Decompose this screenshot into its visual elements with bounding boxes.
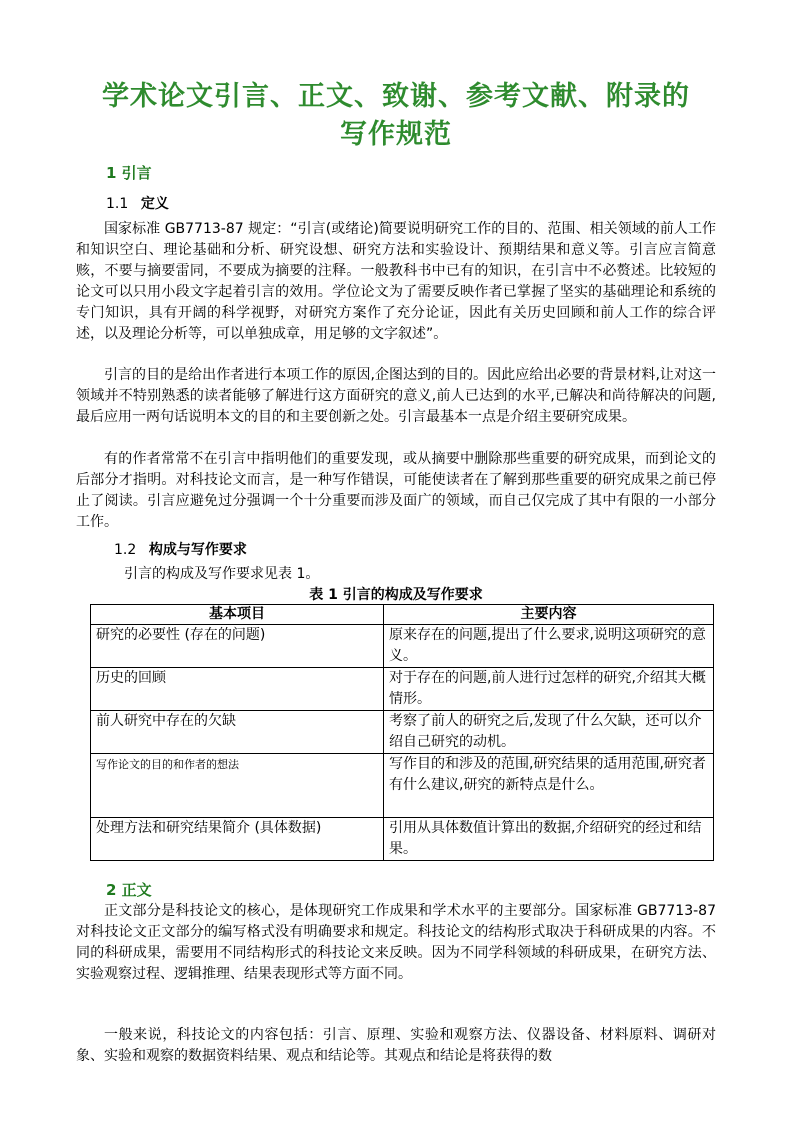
subsection-1-1-number: 1.1	[106, 196, 129, 212]
table-cell: 对于存在的问题,前人进行过怎样的研究,介绍其大概情形。	[384, 668, 714, 711]
section-2-heading: 2 正文	[106, 881, 152, 899]
section-1-heading: 1 引言	[106, 164, 152, 182]
table-cell: 写作目的和涉及的范围,研究结果的适用范围,研究者有什么建议,研究的新特点是什么。	[384, 754, 714, 818]
table-row	[91, 818, 714, 861]
section-1-paragraph-2: 引言的目的是给出作者进行本项工作的原因,企图达到的目的。因此应给出必要的背景材料,让对这一领域并不特别熟悉的读者能够了解进行这方面研究的意义,前人已达到的水平,已解决和尚待解决的问题,最后应用一两句话说明本文的目的和主要创新之处。引言最基本一点是介绍主要研究成果。	[76, 367, 716, 425]
section-2-paragraph-2: 一般来说，科技论文的内容包括：引言、原理、实验和观察方法、仪器设备、材料原料、调研对象、实验和观察的数据资料结果、观点和结论等。其观点和结论是将获得的数	[76, 1027, 716, 1064]
table-caption: 表 1 引言的构成及写作要求	[309, 587, 483, 603]
section-1-paragraph-3: 有的作者常常不在引言中指明他们的重要发现，或从摘要中删除那些重要的研究成果，而到论文的后部分才指明。对科技论文而言，是一种写作错误，可能使读者在了解到那些重要的研究成果之前已停止了阅读。引言应避免过分强调一个十分重要而涉及面广的领域，而自己仅完成了其中有限的一小部分工作。	[76, 451, 716, 530]
section-1-paragraph-1: 国家标准 GB7713-87 规定：“引言(或绪论)简要说明研究工作的目的、范围、相关领域的前人工作和知识空白、理论基础和分析、研究设想、研究方法和实验设计、预期结果和意义等。引言应言简意赅，不要与摘要雷同，不要成为摘要的注释。一般教科书中已有的知识，在引言中不必赘述。比较短的论文可以只用小段文字起着引言的效用。学位论文为了需要反映作者已掌握了坚实的基础理论和系统的专门知识，具有开阔的科学视野，对研究方案作了充分论证，因此有关历史回顾和前人工作的综合评述，以及理论分析等，可以单独成章，用足够的文字叙述”。	[76, 221, 716, 342]
table-header-cell: 基本项目	[91, 605, 384, 625]
table-cell: 研究的必要性 (存在的问题)	[91, 625, 384, 668]
table-cell: 考察了前人的研究之后,发现了什么欠缺，还可以介绍自己研究的动机。	[384, 711, 714, 754]
table-row	[91, 625, 714, 668]
subsection-1-2-heading	[114, 539, 247, 559]
table-row	[91, 711, 714, 754]
table-cell: 引用从具体数值计算出的数据,介绍研究的经过和结果。	[384, 818, 714, 861]
table-cell: 写作论文的目的和作者的想法	[91, 754, 384, 818]
subsection-1-1-title: 定义	[140, 196, 169, 212]
title-line-2: 写作规范	[340, 119, 452, 150]
table-row	[91, 754, 714, 818]
table-header-row	[91, 605, 714, 625]
table-header-cell: 主要内容	[384, 605, 714, 625]
table-reference-text: 引言的构成及写作要求见表 1。	[124, 566, 320, 582]
subsection-1-1-heading	[106, 193, 169, 213]
subsection-1-2-title: 构成与写作要求	[148, 542, 247, 558]
table-cell: 前人研究中存在的欠缺	[91, 711, 384, 754]
table-cell: 处理方法和研究结果简介 (具体数据)	[91, 818, 384, 861]
title-line-1: 学术论文引言、正文、致谢、参考文献、附录的	[102, 81, 690, 112]
table-row	[91, 668, 714, 711]
subsection-1-2-number: 1.2	[114, 542, 137, 558]
table-cell: 原来存在的问题,提出了什么要求,说明这项研究的意义。	[384, 625, 714, 668]
intro-structure-table	[90, 604, 714, 861]
table-cell: 历史的回顾	[91, 668, 384, 711]
section-2-paragraph-1: 正文部分是科技论文的核心，是体现研究工作成果和学术水平的主要部分。国家标准 GB7713-87 对科技论文正文部分的编写格式没有明确要求和规定。科技论文的结构形式取决于科研成果的内容。不同的科研成果，需要用不同结构形式的科技论文来反映。因为不同学科领域的科研成果，在研究方法、实验观察过程、逻辑推理、结果表现形式等方面不同。	[76, 903, 716, 982]
document-title	[76, 78, 716, 154]
